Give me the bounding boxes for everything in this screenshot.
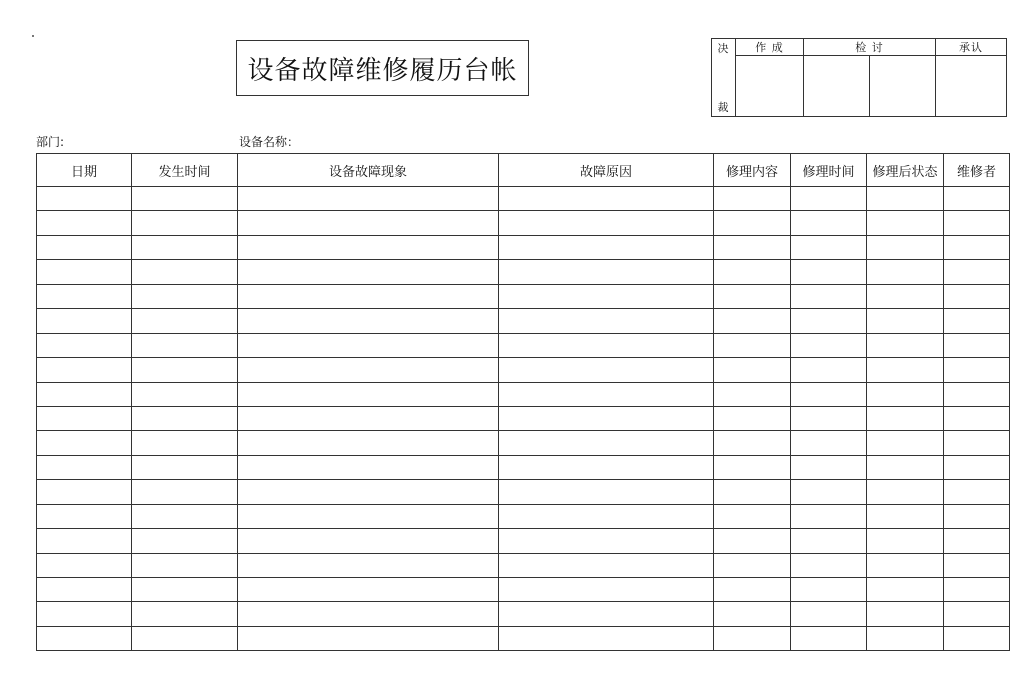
table-cell[interactable] xyxy=(714,187,791,211)
approval-sign-reviewed-2[interactable] xyxy=(870,56,936,117)
table-cell[interactable] xyxy=(238,578,499,602)
table-cell[interactable] xyxy=(132,333,238,357)
table-cell[interactable] xyxy=(499,358,714,382)
table-row xyxy=(37,626,1010,650)
table-cell[interactable] xyxy=(37,284,132,308)
approval-header-prepared: 作 成 xyxy=(736,39,804,56)
table-cell[interactable] xyxy=(714,455,791,479)
table-cell[interactable] xyxy=(499,382,714,406)
table-cell[interactable] xyxy=(867,235,944,259)
table-cell[interactable] xyxy=(944,602,1010,626)
table-cell[interactable] xyxy=(867,382,944,406)
column-header-fault-symptom: 设备故障现象 xyxy=(238,154,499,187)
table-cell[interactable] xyxy=(944,284,1010,308)
table-cell[interactable] xyxy=(867,504,944,528)
table-cell[interactable] xyxy=(714,284,791,308)
table-cell[interactable] xyxy=(867,480,944,504)
table-cell[interactable] xyxy=(132,309,238,333)
table-cell[interactable] xyxy=(499,235,714,259)
table-cell[interactable] xyxy=(714,333,791,357)
table-cell[interactable] xyxy=(944,187,1010,211)
table-cell[interactable] xyxy=(238,333,499,357)
table-cell[interactable] xyxy=(791,235,867,259)
table-cell[interactable] xyxy=(791,358,867,382)
table-cell[interactable] xyxy=(867,529,944,553)
table-cell[interactable] xyxy=(37,480,132,504)
table-row xyxy=(37,529,1010,553)
table-cell[interactable] xyxy=(944,309,1010,333)
table-cell[interactable] xyxy=(499,602,714,626)
table-cell[interactable] xyxy=(37,260,132,284)
table-cell[interactable] xyxy=(791,382,867,406)
table-cell[interactable] xyxy=(714,431,791,455)
table-cell[interactable] xyxy=(944,235,1010,259)
table-cell[interactable] xyxy=(499,455,714,479)
table-cell[interactable] xyxy=(944,480,1010,504)
table-cell[interactable] xyxy=(944,358,1010,382)
table-cell[interactable] xyxy=(37,602,132,626)
table-cell[interactable] xyxy=(791,455,867,479)
table-cell[interactable] xyxy=(132,626,238,650)
table-cell[interactable] xyxy=(867,602,944,626)
table-cell[interactable] xyxy=(37,382,132,406)
column-header-post-repair-status: 修理后状态 xyxy=(867,154,944,187)
table-cell[interactable] xyxy=(867,406,944,430)
table-cell[interactable] xyxy=(132,260,238,284)
ledger-header-row xyxy=(37,154,1010,187)
table-row xyxy=(37,187,1010,211)
table-cell[interactable] xyxy=(37,626,132,650)
table-cell[interactable] xyxy=(238,406,499,430)
table-row xyxy=(37,553,1010,577)
table-cell[interactable] xyxy=(37,211,132,235)
table-cell[interactable] xyxy=(37,235,132,259)
table-cell[interactable] xyxy=(944,211,1010,235)
table-cell[interactable] xyxy=(238,626,499,650)
table-cell[interactable] xyxy=(238,431,499,455)
table-row xyxy=(37,455,1010,479)
table-cell[interactable] xyxy=(944,455,1010,479)
table-cell[interactable] xyxy=(238,235,499,259)
table-row xyxy=(37,260,1010,284)
table-row xyxy=(37,235,1010,259)
table-cell[interactable] xyxy=(37,358,132,382)
table-cell[interactable] xyxy=(714,211,791,235)
table-cell[interactable] xyxy=(238,602,499,626)
approval-sign-approved[interactable] xyxy=(936,56,1007,117)
table-cell[interactable] xyxy=(132,235,238,259)
table-cell[interactable] xyxy=(37,309,132,333)
approval-sign-prepared[interactable] xyxy=(736,56,804,117)
column-header-repair-time: 修理时间 xyxy=(791,154,867,187)
table-cell[interactable] xyxy=(132,211,238,235)
table-cell[interactable] xyxy=(714,578,791,602)
table-cell[interactable] xyxy=(238,529,499,553)
table-cell[interactable] xyxy=(499,529,714,553)
table-cell[interactable] xyxy=(944,553,1010,577)
column-header-fault-cause: 故障原因 xyxy=(499,154,714,187)
table-row xyxy=(37,382,1010,406)
column-header-date: 日期 xyxy=(37,154,132,187)
column-header-occurrence-time: 发生时间 xyxy=(132,154,238,187)
table-row xyxy=(37,406,1010,430)
table-cell[interactable] xyxy=(37,333,132,357)
table-cell[interactable] xyxy=(238,211,499,235)
table-row xyxy=(37,504,1010,528)
table-cell[interactable] xyxy=(132,406,238,430)
approval-header-reviewed: 检 讨 xyxy=(804,39,936,56)
table-cell[interactable] xyxy=(714,358,791,382)
table-row xyxy=(37,309,1010,333)
table-cell[interactable] xyxy=(944,626,1010,650)
table-cell[interactable] xyxy=(791,504,867,528)
decision-label-top: 决 xyxy=(717,42,730,55)
decision-label-bottom: 裁 xyxy=(717,101,730,114)
ledger-body xyxy=(37,187,1010,651)
table-cell[interactable] xyxy=(499,626,714,650)
table-cell[interactable] xyxy=(238,260,499,284)
table-cell[interactable] xyxy=(238,553,499,577)
equipment-name-label: 设备名称： xyxy=(239,135,300,149)
table-cell[interactable] xyxy=(791,333,867,357)
table-cell[interactable] xyxy=(791,187,867,211)
table-row xyxy=(37,480,1010,504)
table-cell[interactable] xyxy=(132,529,238,553)
table-cell[interactable] xyxy=(867,284,944,308)
table-cell[interactable] xyxy=(867,309,944,333)
table-cell[interactable] xyxy=(791,211,867,235)
table-cell[interactable] xyxy=(499,553,714,577)
table-cell[interactable] xyxy=(132,455,238,479)
table-cell[interactable] xyxy=(238,382,499,406)
table-row xyxy=(37,602,1010,626)
table-cell[interactable] xyxy=(791,260,867,284)
table-cell[interactable] xyxy=(132,504,238,528)
table-cell[interactable] xyxy=(714,504,791,528)
department-label: 部门: xyxy=(36,135,65,149)
table-cell[interactable] xyxy=(238,504,499,528)
table-cell[interactable] xyxy=(791,626,867,650)
corner-mark xyxy=(32,35,34,37)
table-cell[interactable] xyxy=(714,260,791,284)
ledger-table xyxy=(36,153,1010,651)
table-cell[interactable] xyxy=(714,235,791,259)
table-cell[interactable] xyxy=(714,602,791,626)
table-cell[interactable] xyxy=(714,309,791,333)
table-cell[interactable] xyxy=(132,382,238,406)
table-cell[interactable] xyxy=(499,333,714,357)
table-cell[interactable] xyxy=(791,602,867,626)
column-header-repair-content: 修理内容 xyxy=(714,154,791,187)
table-cell[interactable] xyxy=(238,284,499,308)
table-row xyxy=(37,211,1010,235)
table-cell[interactable] xyxy=(867,187,944,211)
table-cell[interactable] xyxy=(791,309,867,333)
table-cell[interactable] xyxy=(499,260,714,284)
table-row xyxy=(37,333,1010,357)
table-cell[interactable] xyxy=(37,553,132,577)
table-cell[interactable] xyxy=(791,529,867,553)
table-cell[interactable] xyxy=(37,504,132,528)
table-cell[interactable] xyxy=(944,431,1010,455)
table-row xyxy=(37,284,1010,308)
table-cell[interactable] xyxy=(499,504,714,528)
table-cell[interactable] xyxy=(867,333,944,357)
table-cell[interactable] xyxy=(944,504,1010,528)
decision-cell xyxy=(712,39,736,117)
table-cell[interactable] xyxy=(867,211,944,235)
table-cell[interactable] xyxy=(37,187,132,211)
table-cell[interactable] xyxy=(37,431,132,455)
table-row xyxy=(37,578,1010,602)
table-cell[interactable] xyxy=(944,260,1010,284)
table-cell[interactable] xyxy=(714,480,791,504)
table-cell[interactable] xyxy=(499,480,714,504)
table-cell[interactable] xyxy=(867,260,944,284)
table-cell[interactable] xyxy=(867,431,944,455)
table-cell[interactable] xyxy=(791,480,867,504)
table-cell[interactable] xyxy=(132,431,238,455)
table-cell[interactable] xyxy=(714,553,791,577)
approval-block xyxy=(711,38,1007,117)
table-row xyxy=(37,431,1010,455)
table-cell[interactable] xyxy=(791,431,867,455)
table-cell[interactable] xyxy=(132,602,238,626)
table-cell[interactable] xyxy=(238,187,499,211)
approval-sign-reviewed-1[interactable] xyxy=(804,56,870,117)
table-cell[interactable] xyxy=(37,406,132,430)
table-cell[interactable] xyxy=(867,358,944,382)
document-title: 设备故障维修履历台帐 xyxy=(236,40,529,96)
table-cell[interactable] xyxy=(791,406,867,430)
table-cell[interactable] xyxy=(944,333,1010,357)
table-cell[interactable] xyxy=(867,455,944,479)
table-cell[interactable] xyxy=(132,553,238,577)
table-cell[interactable] xyxy=(499,284,714,308)
table-cell[interactable] xyxy=(714,382,791,406)
table-cell[interactable] xyxy=(499,578,714,602)
approval-header-approved: 承认 xyxy=(936,39,1007,56)
table-cell[interactable] xyxy=(714,529,791,553)
table-cell[interactable] xyxy=(791,284,867,308)
table-cell[interactable] xyxy=(499,431,714,455)
table-cell[interactable] xyxy=(867,578,944,602)
table-cell[interactable] xyxy=(714,406,791,430)
table-cell[interactable] xyxy=(132,480,238,504)
table-cell[interactable] xyxy=(944,406,1010,430)
table-cell[interactable] xyxy=(499,211,714,235)
table-cell[interactable] xyxy=(238,480,499,504)
table-cell[interactable] xyxy=(714,626,791,650)
table-cell[interactable] xyxy=(867,553,944,577)
table-cell[interactable] xyxy=(499,187,714,211)
table-cell[interactable] xyxy=(238,455,499,479)
table-cell[interactable] xyxy=(37,529,132,553)
table-cell[interactable] xyxy=(37,578,132,602)
table-cell[interactable] xyxy=(132,358,238,382)
table-cell[interactable] xyxy=(944,382,1010,406)
table-cell[interactable] xyxy=(944,578,1010,602)
column-header-technician: 维修者 xyxy=(944,154,1010,187)
table-cell[interactable] xyxy=(791,553,867,577)
table-cell[interactable] xyxy=(867,626,944,650)
table-cell[interactable] xyxy=(499,309,714,333)
table-cell[interactable] xyxy=(791,578,867,602)
table-cell[interactable] xyxy=(132,187,238,211)
table-cell[interactable] xyxy=(132,284,238,308)
table-cell[interactable] xyxy=(499,406,714,430)
table-cell[interactable] xyxy=(37,455,132,479)
table-cell[interactable] xyxy=(132,578,238,602)
table-cell[interactable] xyxy=(944,529,1010,553)
table-cell[interactable] xyxy=(238,358,499,382)
table-cell[interactable] xyxy=(238,309,499,333)
table-row xyxy=(37,358,1010,382)
